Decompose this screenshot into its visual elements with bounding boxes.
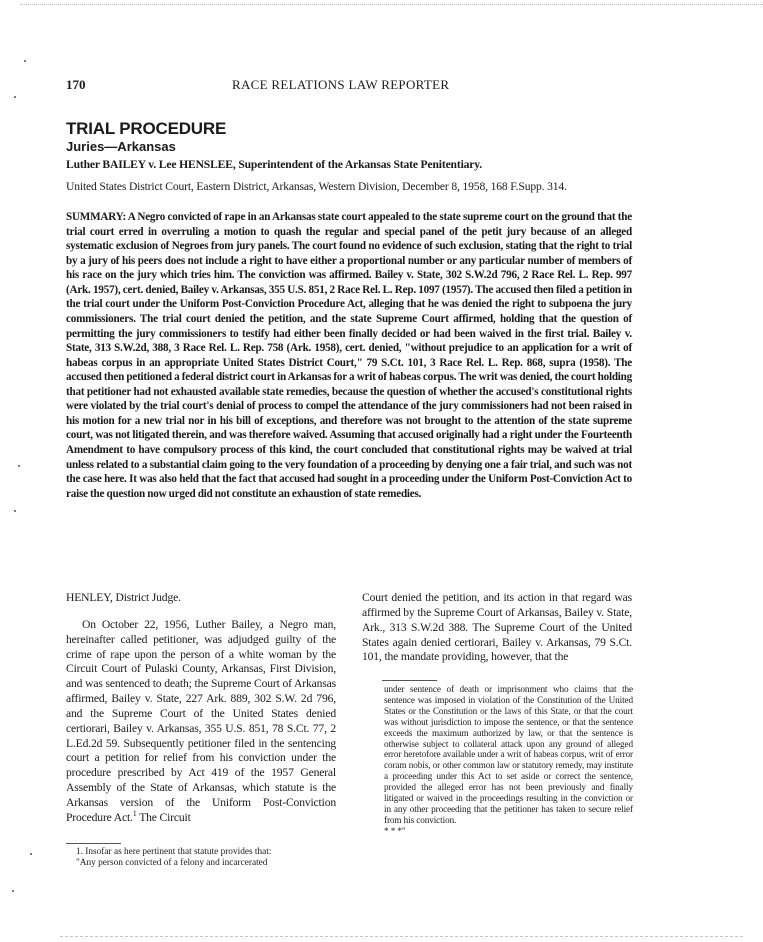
footnote-marker[interactable]: 1 — [132, 808, 137, 818]
scan-edge-bottom — [60, 936, 743, 937]
scan-speck — [18, 465, 20, 467]
footnote — [66, 847, 336, 869]
footnote-text: under sentence of death or imprisonment who claims that the sentence was imposed in violation of the Constitution of the United States or the Constitution or the laws of this State, or that the court was without jurisdiction to impose the sentence, or that the sentence exceeds the maximum authorized by law, or that the sentence is otherwise subject to collateral attack upon any ground of alleged error heretofore available under a writ of habeas corpus, writ of error coram nobis, or other common law or statutory remedy, may institute a proceeding under this Act to set aside or correct the sentence, provided the alleged error has not been previously and finally litigated or waived in the proceedings resulting in the conviction or in any other proceeding that the petitioner has taken to secure relief from his conviction. — [384, 684, 633, 825]
left-column — [66, 591, 336, 826]
running-title: RACE RELATIONS LAW REPORTER — [232, 77, 450, 92]
opinion-paragraph: Court denied the petition, and its action in that regard was affirmed by the Supreme Court of Arkansas, Bailey v. State, Ark., 313 S.W.2d 388. The Supreme Court of the United States again denied certiorari, Bailey v. Arkansas, 79 S.Ct. 101, the mandate providing, however, that the — [362, 591, 632, 664]
judge-name: HENLEY, District Judge. — [66, 591, 181, 604]
scan-edge-top — [20, 4, 763, 5]
footnote-divider — [66, 843, 121, 844]
paragraph-text: On October 22, 1956, Luther Bailey, a Negro man, hereinafter called petitioner, was adjudged guilty of the crime of rape upon the person of a white woman by the Circuit Court of Pulaski County, Arkansas, First Division, and was sentenced to death; the Supreme Court of Arkansas affirmed, Bailey v. State, 227 Ark. 889, 302 S.W. 2d 796, and the Supreme Court of the United States denied certiorari, Bailey v. Arkansas, 355 U.S. 851, 78 S.Ct. 77, 2 L.Ed.2d 59. Subsequently petitioner filed in the sentencing court a petition for relief from his conviction under the procedure prescribed by Act 419 of the 1957 General Assembly of the State of Arkansas, which statute is the Arkansas version of the Uniform Post-Conviction Procedure Act. — [66, 617, 336, 824]
scan-speck — [30, 853, 32, 855]
case-summary: SUMMARY: A Negro convicted of rape in an Arkansas state court appealed to the state supreme court on the ground that the trial court erred in overruling a motion to quash the regular and special panel of the petit jury because of an alleged systematic exclusion of Negroes from jury panels. The court found no evidence of such exclusion, stating that the right to trial by a jury of his peers does not include a right to have either a proportional number or any particular number of members of his race on the jury which tries him. The conviction was affirmed. Bailey v. State, 302 S.W.2d 796, 2 Race Rel. L. Rep. 997 (Ark. 1957), cert. denied, Bailey v. Arkansas, 355 U.S. 851, 2 Race Rel. L. Rep. 1097 (1957). The accused then filed a petition in the trial court under the Uniform Post-Conviction Procedure Act, alleging that he was denied the right to subpoena the jury commissioners. The trial court denied the petition, and the state Supreme Court affirmed, holding that the question of permitting the jury commissioners to testify had either been finally decided or had been waived in the first trial. Bailey v. State, 313 S.W.2d, 388, 3 Race Rel. L. Rep. 758 (Ark. 1958), cert. denied, "without prejudice to an application for a writ of habeas corpus in an appropriate United States District Court," 79 S.Ct. 101, 3 Race Rel. L. Rep. 868, supra (1958). The accused then petitioned a federal district court in Arkansas for a writ of habeas corpus. The writ was denied, the court holding that petitioner had not exhausted available state remedies, because the question of whether the accused's constitutional rights were violated by the trial court's denial of process to compel the attendance of the jury commissioners had not been raised in his motion for a new trial nor in his bill of exceptions, and therefore was not brought to the attention of the state supreme court, was not litigated therein, and was therefore waived. Assuming that accused originally had a right under the Fourteenth Amendment to have compulsory process of this kind, the court concluded that constitutional rights may be waived at trial unless related to a substantial claim going to the very foundation of a proceeding by denying one a fair trial, and such was not the case here. It was also held that the fact that accused had sought in a proceeding under the Uniform Post-Conviction Act to raise the question now urged did not constitute an exhaustion of state remedies. — [66, 211, 632, 500]
section-title: TRIAL PROCEDURE — [66, 119, 227, 138]
right-column — [362, 591, 632, 665]
footnote-line: "Any person convicted of a felony and incarcerated — [76, 858, 268, 868]
footnote-divider — [382, 680, 437, 681]
case-title: Luther BAILEY v. Lee HENSLEE, Superintendent of the Arkansas State Penitentiary. — [66, 158, 483, 171]
footnote-continued — [384, 684, 633, 837]
court-citation: United States District Court, Eastern District, Arkansas, Western Division, December 8, 1958, 168 F.Supp. 314. — [66, 180, 567, 193]
scan-speck — [14, 96, 16, 98]
scan-speck — [14, 510, 16, 512]
scan-speck — [24, 60, 26, 62]
footnote-line: 1. Insofar as here pertinent that statute provides that: — [76, 847, 272, 857]
paragraph-text-tail: The Circuit — [136, 810, 191, 824]
scan-speck — [12, 890, 14, 892]
opinion-paragraph — [66, 618, 336, 826]
section-subtitle: Juries—Arkansas — [66, 139, 176, 154]
page-number: 170 — [66, 77, 86, 92]
footnote-ellipsis: * * *" — [384, 825, 406, 836]
